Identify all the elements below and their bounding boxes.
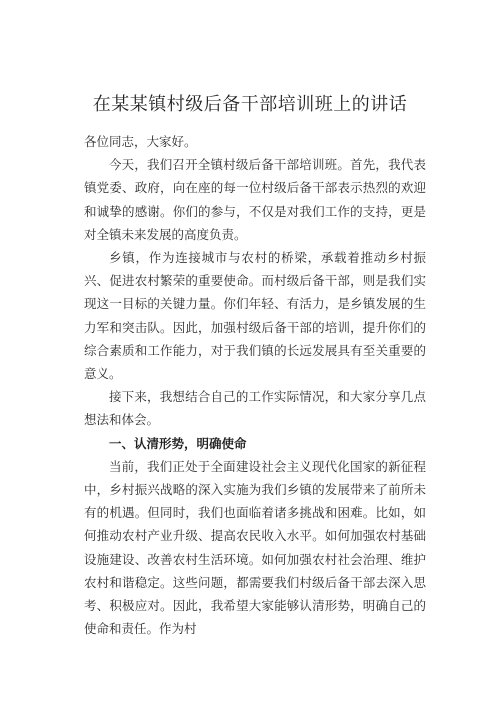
section-heading: 一、认清形势，明确使命 xyxy=(109,435,247,451)
document-body xyxy=(84,130,426,640)
greeting-paragraph: 各位同志，大家好。 xyxy=(84,134,197,149)
section-paragraph: 当前，我们正处于全面建设社会主义现代化国家的新征程中，乡村振兴战略的深入实施为我们乡镇的发展带来了前所未有的机遇。但同时，我们也面临着诸多挑战和困难。比如，如何推动农村产业升级、提高农民收入水平。如何加强农村基础设施建设、改善农村生活环境。如何加强农村社会治理、维护农村和谐稳定。这些问题，都需要我们村级后备干部去深入思考、积极应对。因此，我希望大家能够认清形势，明确自己的使命和责任。作为村 xyxy=(84,458,426,637)
document-title: 在某某镇村级后备干部培训班上的讲话 xyxy=(92,94,408,115)
paragraph-2: 乡镇，作为连接城市与农村的桥梁，承载着推动乡村振兴、促进农村繁荣的重要使命。而村级后备干部，则是我们实现这一目标的关键力量。你们年轻、有活力，是乡镇发展的生力军和突击队。因此，加强村级后备干部的培训，提升你们的综合素质和工作能力，对于我们镇的长远发展具有至关重要的意义。 xyxy=(84,250,426,382)
paragraph-1: 今天，我们召开全镇村级后备干部培训班。首先，我代表镇党委、政府，向在座的每一位村级后备干部表示热烈的欢迎和诚挚的感谢。你们的参与，不仅是对我们工作的支持，更是对全镇未来发展的高度负责。 xyxy=(84,157,426,242)
paragraph-3: 接下来，我想结合自己的工作实际情况，和大家分享几点想法和体会。 xyxy=(84,389,426,428)
